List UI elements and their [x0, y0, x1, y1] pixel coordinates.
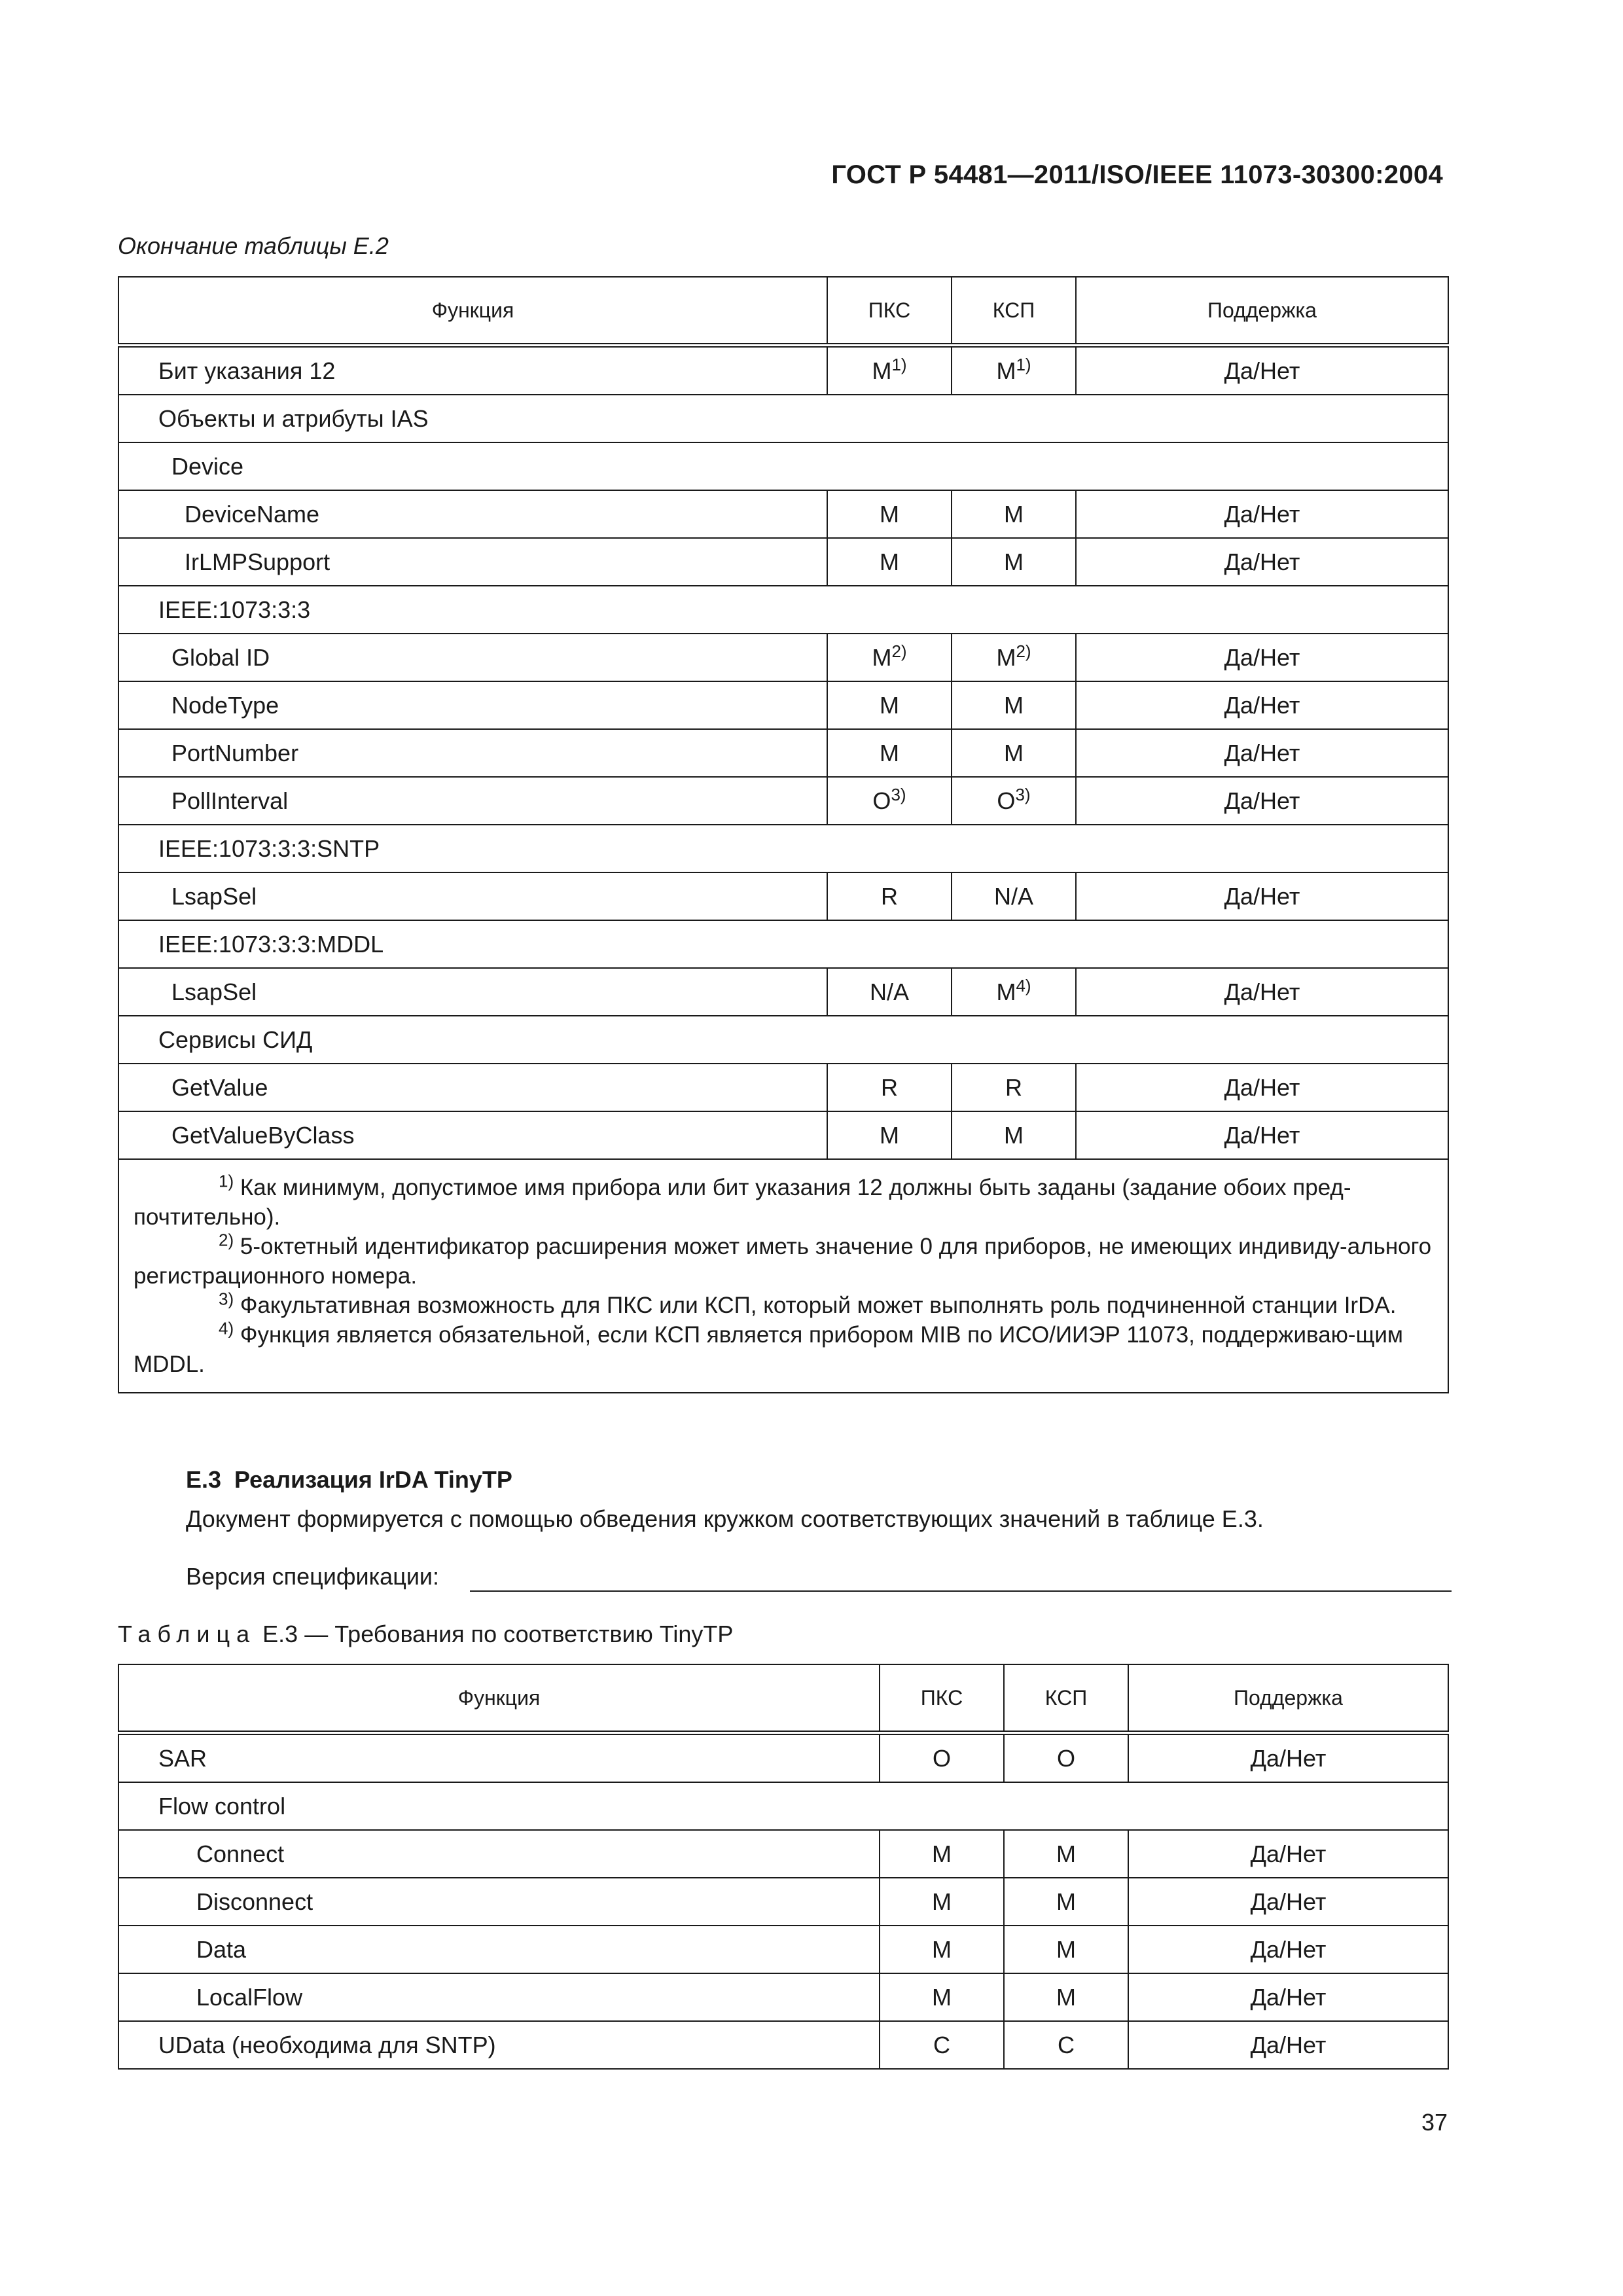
cell-pks-value: M: [880, 739, 899, 766]
cell-ksp-value: M: [1004, 739, 1024, 766]
table-row: [118, 872, 1448, 920]
cell-ksp-value: M: [1056, 1983, 1076, 2011]
cell-function: IrLMPSupport: [118, 538, 827, 586]
cell-support: Да/Нет: [1076, 729, 1448, 777]
table-e3: [118, 1664, 1449, 2070]
cell-pks-value: N/A: [869, 978, 909, 1005]
cell-pks-value: O: [872, 787, 891, 814]
cell-function: Connect: [118, 1830, 880, 1878]
column-header-function: Функция: [118, 277, 827, 346]
footnote-mark: 3): [1015, 784, 1031, 804]
cell-support: Да/Нет: [1076, 634, 1448, 681]
cell-pks: [827, 968, 952, 1016]
cell-ksp: [952, 634, 1076, 681]
column-header-pks: ПКС: [880, 1664, 1004, 1733]
cell-ksp: [952, 538, 1076, 586]
table-caption-title: Е.3 — Требования по соответствию TinyTP: [256, 1621, 734, 1647]
table-row: [118, 681, 1448, 729]
cell-pks: [827, 346, 952, 395]
cell-function: LsapSel: [118, 968, 827, 1016]
note-2: $^{2)}$ 5-октетный идентификатор расширения может иметь значение 0 для приборов, не имеющих индивиду-ального регистрационного номера.: [134, 1230, 1432, 1289]
cell-function: UData (необходима для SNTP): [118, 2021, 880, 2069]
cell-function: Бит указания 12: [118, 346, 827, 395]
table-notes-row: [118, 1159, 1448, 1393]
cell-ksp: [1004, 1878, 1128, 1926]
cell-ksp-value: R: [1005, 1073, 1022, 1101]
cell-function: IEEE:1073:3:3: [118, 586, 1448, 634]
cell-pks-value: M: [880, 500, 899, 528]
cell-function: GetValue: [118, 1064, 827, 1111]
cell-support: Да/Нет: [1076, 1111, 1448, 1159]
column-header-ksp: КСП: [1004, 1664, 1128, 1733]
cell-pks: [880, 1733, 1004, 1783]
table-row: [118, 1830, 1448, 1878]
table-notes: [118, 1159, 1448, 1393]
cell-ksp-value: M: [1056, 1935, 1076, 1963]
cell-function: Объекты и атрибуты IAS: [118, 395, 1448, 442]
cell-ksp: [952, 872, 1076, 920]
cell-pks-value: M: [872, 357, 892, 384]
cell-ksp: [952, 968, 1076, 1016]
spec-version-blank-line: [470, 1590, 1452, 1592]
cell-pks: [880, 2021, 1004, 2069]
footnote-mark: 2): [891, 641, 907, 661]
cell-support: Да/Нет: [1128, 1878, 1448, 1926]
cell-pks-value: M: [932, 1840, 952, 1867]
cell-ksp: [1004, 1926, 1128, 1973]
cell-pks-value: O: [932, 1744, 951, 1772]
cell-function: PortNumber: [118, 729, 827, 777]
cell-ksp-value: O: [1056, 1744, 1075, 1772]
section-e3-paragraph: Документ формируется с помощью обведения кружком соответствующих значений в таблице Е.3.: [186, 1505, 1264, 1532]
cell-pks-value: M: [932, 1888, 952, 1915]
table-e2: [118, 276, 1449, 1393]
cell-function: DeviceName: [118, 490, 827, 538]
cell-support: Да/Нет: [1076, 1064, 1448, 1111]
cell-pks: [880, 1878, 1004, 1926]
cell-function: Global ID: [118, 634, 827, 681]
cell-ksp-value: M: [1056, 1888, 1076, 1915]
cell-function: LocalFlow: [118, 1973, 880, 2021]
table-group-row: [118, 920, 1448, 968]
cell-ksp: [952, 681, 1076, 729]
cell-pks: [827, 1064, 952, 1111]
note-4: $^{4)}$ Функция является обязательной, если КСП является прибором MIB по ИСО/ИИЭР 11073, поддерживаю-щим MDDL.: [134, 1318, 1403, 1377]
cell-support: Да/Нет: [1076, 777, 1448, 825]
cell-support: Да/Нет: [1128, 1926, 1448, 1973]
cell-function: GetValueByClass: [118, 1111, 827, 1159]
cell-ksp: [1004, 2021, 1128, 2069]
cell-function: IEEE:1073:3:3:SNTP: [118, 825, 1448, 872]
cell-pks-value: R: [881, 882, 898, 910]
column-header-support: Поддержка: [1076, 277, 1448, 346]
cell-function: Device: [118, 442, 1448, 490]
cell-support: Да/Нет: [1076, 681, 1448, 729]
cell-pks: [827, 777, 952, 825]
cell-pks-value: M: [872, 643, 892, 671]
table-e2-body: [118, 346, 1448, 1160]
cell-function: NodeType: [118, 681, 827, 729]
cell-pks: [827, 681, 952, 729]
footnote-mark: 3): [891, 784, 906, 804]
cell-pks: [880, 1926, 1004, 1973]
cell-pks-value: M: [880, 548, 899, 575]
cell-ksp: [1004, 1733, 1128, 1783]
cell-ksp-value: O: [997, 787, 1016, 814]
table-row: [118, 2021, 1448, 2069]
cell-pks-value: C: [933, 2031, 950, 2058]
table-header-row: [118, 1664, 1448, 1733]
cell-pks-value: M: [932, 1983, 952, 2011]
cell-support: Да/Нет: [1076, 346, 1448, 395]
cell-pks: [827, 538, 952, 586]
table-group-row: [118, 1782, 1448, 1830]
cell-support: Да/Нет: [1128, 1973, 1448, 2021]
cell-ksp-value: M: [996, 978, 1016, 1005]
table-row: [118, 538, 1448, 586]
cell-ksp: [952, 490, 1076, 538]
cell-ksp: [952, 1064, 1076, 1111]
footnote-mark: 2): [1016, 641, 1031, 661]
cell-support: Да/Нет: [1076, 872, 1448, 920]
cell-pks-value: R: [881, 1073, 898, 1101]
cell-pks-value: M: [880, 691, 899, 719]
cell-support: Да/Нет: [1076, 490, 1448, 538]
table-row: [118, 968, 1448, 1016]
table-row: [118, 1973, 1448, 2021]
cell-ksp: [952, 1111, 1076, 1159]
footnote-mark: 1): [891, 354, 907, 374]
footnote-mark: 1): [1016, 354, 1031, 374]
cell-pks: [827, 1111, 952, 1159]
note-3: $^{3)}$ Факультативная возможность для ПКС или КСП, который может выполнять роль подчиненной станции IrDA.: [219, 1289, 1397, 1318]
cell-function: LsapSel: [118, 872, 827, 920]
cell-ksp: [1004, 1973, 1128, 2021]
note-1: $^{1)}$ Как минимум, допустимое имя прибора или бит указания 12 должны быть заданы (задание обоих пред-почтительно).: [134, 1171, 1351, 1230]
cell-function: Flow control: [118, 1782, 1448, 1830]
cell-support: Да/Нет: [1076, 968, 1448, 1016]
column-header-function: Функция: [118, 1664, 880, 1733]
table-row: [118, 1111, 1448, 1159]
table-row: [118, 490, 1448, 538]
cell-ksp-value: M: [996, 357, 1016, 384]
cell-pks-value: M: [880, 1121, 899, 1149]
cell-function: PollInterval: [118, 777, 827, 825]
table-row: [118, 1926, 1448, 1973]
cell-ksp-value: M: [1004, 1121, 1024, 1149]
cell-support: Да/Нет: [1076, 538, 1448, 586]
column-header-pks: ПКС: [827, 277, 952, 346]
cell-function: Disconnect: [118, 1878, 880, 1926]
cell-pks: [827, 729, 952, 777]
table-caption-word: Таблица: [118, 1621, 257, 1647]
cell-pks: [880, 1830, 1004, 1878]
cell-pks: [827, 490, 952, 538]
cell-ksp: [1004, 1830, 1128, 1878]
table-continuation-caption: Окончание таблицы Е.2: [118, 232, 389, 259]
document-header: ГОСТ Р 54481—2011/ISO/IEEE 11073-30300:2004: [831, 160, 1443, 189]
table-row: [118, 634, 1448, 681]
cell-support: Да/Нет: [1128, 2021, 1448, 2069]
table-row: [118, 729, 1448, 777]
cell-function: Сервисы СИД: [118, 1016, 1448, 1064]
cell-ksp-value: C: [1058, 2031, 1075, 2058]
table-group-row: [118, 395, 1448, 442]
footnote-mark: 4): [1016, 975, 1031, 996]
cell-ksp: [952, 729, 1076, 777]
table-group-row: [118, 442, 1448, 490]
cell-pks: [880, 1973, 1004, 2021]
cell-function: SAR: [118, 1733, 880, 1783]
table-e3-body: [118, 1733, 1448, 2070]
cell-ksp-value: M: [1004, 691, 1024, 719]
table-header-row: [118, 277, 1448, 346]
table-group-row: [118, 1016, 1448, 1064]
cell-ksp-value: M: [1056, 1840, 1076, 1867]
column-header-support: Поддержка: [1128, 1664, 1448, 1733]
table-row: [118, 777, 1448, 825]
cell-ksp-value: M: [1004, 500, 1024, 528]
table-group-row: [118, 586, 1448, 634]
cell-function: Data: [118, 1926, 880, 1973]
table-row: [118, 1878, 1448, 1926]
cell-ksp-value: M: [996, 643, 1016, 671]
column-header-ksp: КСП: [952, 277, 1076, 346]
section-heading-e3: Е.3 Реализация IrDA TinyTP: [186, 1466, 512, 1493]
cell-ksp: [952, 346, 1076, 395]
cell-support: Да/Нет: [1128, 1733, 1448, 1783]
table-e3-caption: [118, 1621, 733, 1648]
cell-ksp-value: N/A: [993, 882, 1033, 910]
cell-ksp-value: M: [1004, 548, 1024, 575]
spec-version-label: Версия спецификации:: [186, 1563, 440, 1590]
cell-support: Да/Нет: [1128, 1830, 1448, 1878]
table-group-row: [118, 825, 1448, 872]
table-row: [118, 1733, 1448, 1783]
cell-pks-value: M: [932, 1935, 952, 1963]
cell-pks: [827, 872, 952, 920]
table-row: [118, 346, 1448, 395]
table-row: [118, 1064, 1448, 1111]
page-number: 37: [1421, 2109, 1448, 2136]
cell-pks: [827, 634, 952, 681]
cell-function: IEEE:1073:3:3:MDDL: [118, 920, 1448, 968]
cell-ksp: [952, 777, 1076, 825]
